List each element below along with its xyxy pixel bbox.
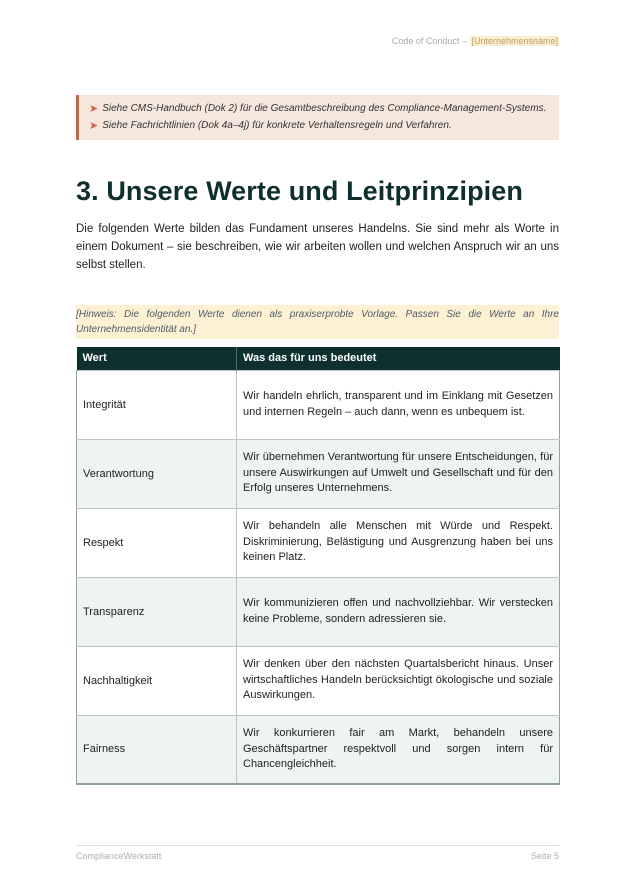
header-company-placeholder: [Unternehmensname]: [471, 36, 558, 46]
value-meaning-cell: Wir behandeln alle Menschen mit Würde und Respekt. Diskriminierung, Belästigung und Ausgrenzung haben bei uns keinen Platz.: [237, 508, 560, 577]
value-meaning-cell: Wir denken über den nächsten Quartalsbericht hinaus. Unser wirtschaftliches Handeln berücksichtigt ökologische und soziale Auswirkungen.: [237, 646, 560, 715]
value-name-cell: Fairness: [77, 715, 237, 784]
header-doc-title: Code of Conduct: [391, 36, 460, 46]
value-meaning-cell: Wir konkurrieren fair am Markt, behandeln unsere Geschäftspartner respektvoll und sorgen intern für Chancengleichheit.: [237, 715, 560, 784]
footer-brand: ComplianceWerkstatt: [76, 851, 162, 861]
footer-divider: [76, 845, 559, 846]
value-meaning-cell: Wir kommunizieren offen und nachvollziehbar. Wir verstecken keine Probleme, sondern adressieren sie.: [237, 577, 560, 646]
table-row: [77, 439, 560, 508]
page-header: [392, 36, 559, 46]
section-title: 3. Unsere Werte und Leitprinzipien: [76, 176, 523, 206]
callout-text-1: Siehe CMS-Handbuch (Dok 2) für die Gesamtbeschreibung des Compliance-Management-Systems.: [102, 103, 547, 114]
callout-text-2: Siehe Fachrichtlinien (Dok 4a–4j) für konkrete Verhaltensregeln und Verfahren.: [102, 120, 452, 131]
values-table: [76, 347, 560, 785]
footer-page-number: Seite 5: [530, 851, 559, 861]
value-name-cell: Respekt: [77, 508, 237, 577]
table-row: [77, 577, 560, 646]
value-name-cell: Transparenz: [77, 577, 237, 646]
reference-callout: [76, 95, 559, 140]
table-row: [77, 370, 560, 439]
arrow-right-icon: ➤: [89, 103, 99, 115]
table-row: [77, 508, 560, 577]
value-name-cell: Integrität: [77, 370, 237, 439]
table-row: [77, 715, 560, 784]
callout-line-2: [89, 117, 549, 134]
column-header-meaning: Was das für uns bedeutet: [237, 347, 560, 370]
value-name-cell: Nachhaltigkeit: [77, 646, 237, 715]
section-intro: Die folgenden Werte bilden das Fundament unseres Handelns. Sie sind mehr als Worte in einem Dokument – sie beschreiben, wie wir arbeiten wollen und welchen Anspruch wir an uns selbst stellen.: [76, 223, 559, 271]
template-hint: [Hinweis: Die folgenden Werte dienen als praxiserprobte Vorlage. Passen Sie die Werte an Ihre Unternehmensidentität an.]: [76, 305, 559, 339]
callout-line-1: [89, 100, 549, 117]
value-meaning-cell: Wir übernehmen Verantwortung für unsere Entscheidungen, für unsere Auswirkungen auf Umwelt und Gesellschaft und für den Erfolg unseres Unternehmens.: [237, 439, 560, 508]
value-name-cell: Verantwortung: [77, 439, 237, 508]
table-row: [77, 646, 560, 715]
column-header-value: Wert: [77, 347, 237, 370]
value-meaning-cell: Wir handeln ehrlich, transparent und im Einklang mit Gesetzen und internen Regeln – auch dann, wenn es unbequem ist.: [237, 370, 560, 439]
header-separator: –: [462, 36, 468, 46]
table-header-row: [77, 347, 560, 370]
arrow-right-icon: ➤: [89, 120, 99, 132]
